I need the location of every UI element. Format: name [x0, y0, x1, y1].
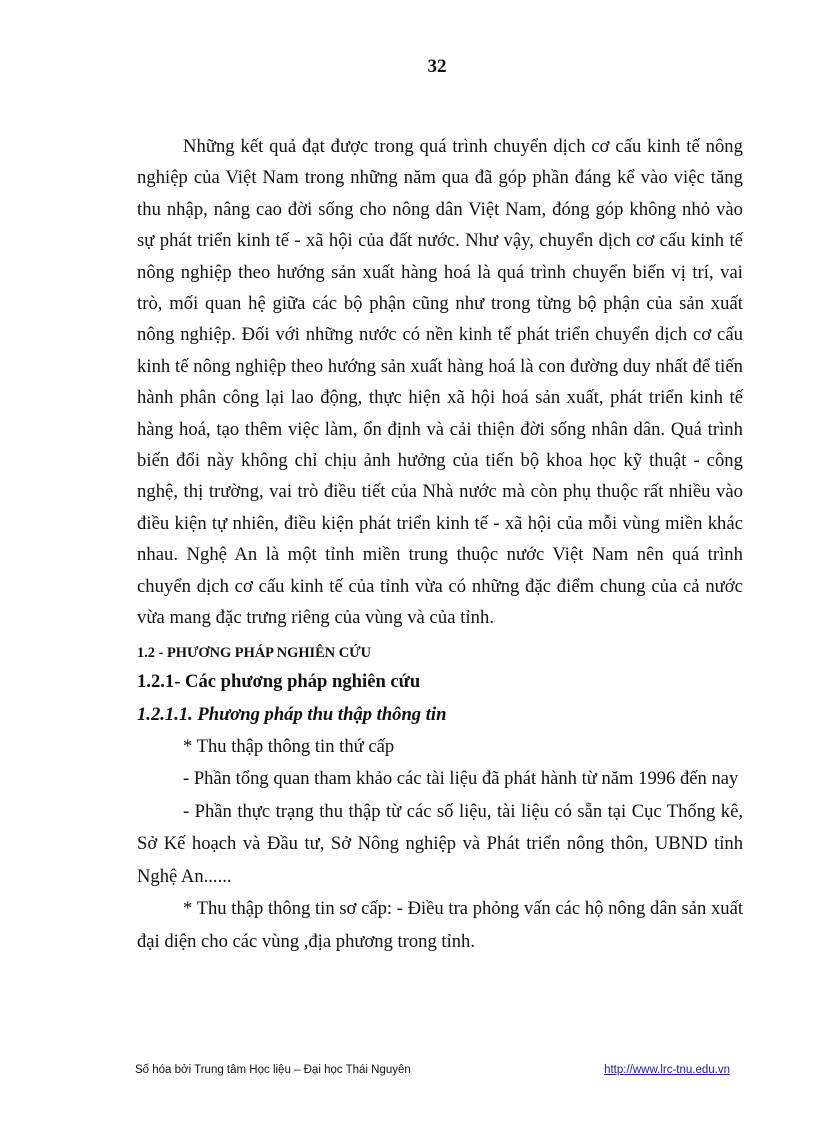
list-item-primary-info: * Thu thập thông tin sơ cấp: - Điều tra phỏng vấn các hộ nông dân sản xuất đại diện cho các vùng ,địa phương trong tỉnh.: [137, 898, 743, 952]
subsection-heading: 1.2.1- Các phương pháp nghiên cứu: [137, 670, 421, 692]
body-paragraph: Những kết quả đạt được trong quá trình chuyển dịch cơ cấu kinh tế nông nghiệp của Việt Nam trong những năm qua đã góp phần đáng kể vào việc tăng thu nhập, nâng cao đời sống cho nông dân Việt Nam, đóng góp không nhỏ vào sự phát triển kinh tế - xã hội của đất nước. Như vậy, chuyển dịch cơ cấu kinh tế nông nghiệp theo hướng sản xuất hàng hoá là quá trình chuyển biến vị trí, vai trò, mối quan hệ giữa các bộ phận cũng như trong từng bộ phận của sản xuất nông nghiệp. Đối với những nước có nền kinh tế phát triển chuyển dịch cơ cấu kinh tế nông nghiệp theo hướng sản xuất hàng hoá là con đường duy nhất để tiến hành phân công lại lao động, thực hiện xã hội hoá sản xuất, phát triển kinh tế hàng hoá, tạo thêm việc làm, ổn định và cải thiện đời sống nhân dân. Quá trình biến đổi này không chỉ chịu ảnh hưởng của tiến bộ khoa học kỹ thuật - công nghệ, thị trường, vai trò điều tiết của Nhà nước mà còn phụ thuộc rất nhiều vào điều kiện tự nhiên, điều kiện phát triển kinh tế - xã hội của mỗi vùng miền khác nhau. Nghệ An là một tỉnh miền trung thuộc nước Việt Nam nên quá trình chuyển dịch cơ cấu kinh tế của tỉnh vừa có những đặc điểm chung của cả nước vừa mang đặc trưng riêng của vùng và của tỉnh.: [137, 136, 743, 629]
list-item-overview-sources: - Phần tổng quan tham khảo các tài liệu đã phát hành từ năm 1996 đến nay: [183, 768, 739, 789]
page-content: [137, 131, 743, 958]
page-number: 32: [427, 56, 447, 77]
list-item-current-status-sources: - Phần thực trạng thu thập từ các số liệu, tài liệu có sẵn tại Cục Thống kê, Sở Kế hoạch và Đầu tư, Sở Nông nghiệp và Phát triển nông thôn, UBND tỉnh Nghệ An......: [137, 800, 743, 887]
footer-credit: Số hóa bởi Trung tâm Học liệu – Đại học Thái Nguyên: [135, 1064, 411, 1076]
section-heading: 1.2 - PHƯƠNG PHÁP NGHIÊN CỨU: [137, 644, 371, 661]
list-item-secondary-info: * Thu thập thông tin thứ cấp: [183, 735, 395, 757]
footer-link[interactable]: http://www.lrc-tnu.edu.vn: [604, 1064, 730, 1076]
subsubsection-heading: 1.2.1.1. Phương pháp thu thập thông tin: [137, 703, 447, 725]
